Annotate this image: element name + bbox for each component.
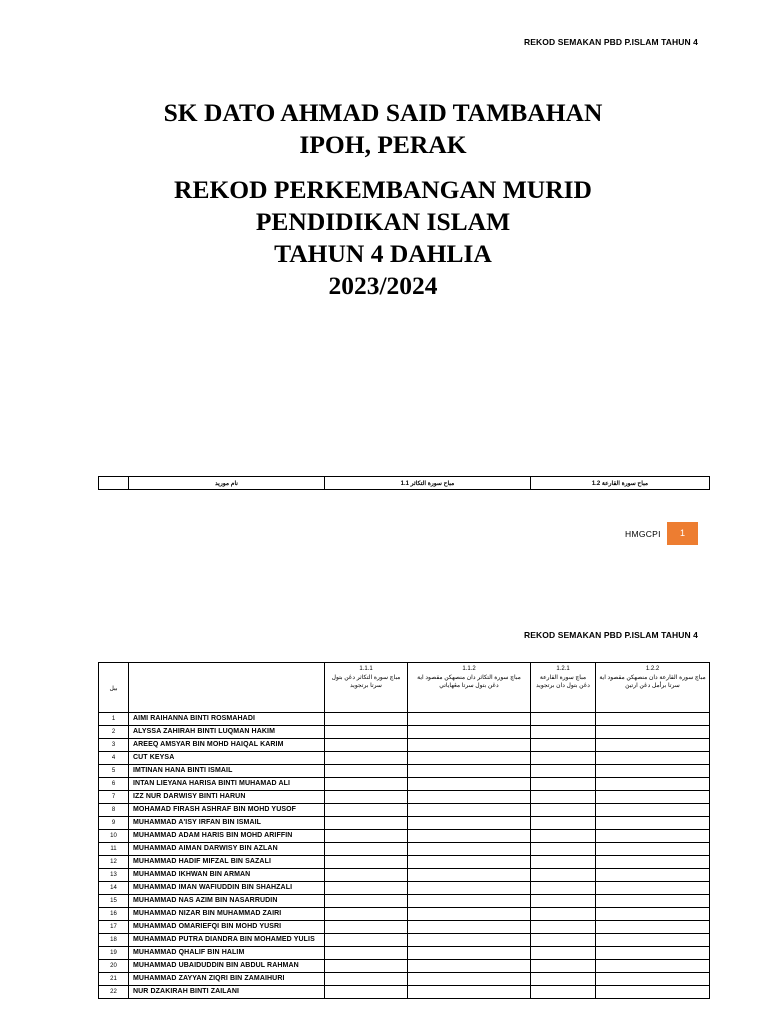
row-number: 2 [99,726,129,739]
assessment-cell[interactable] [408,726,531,739]
column-code: 1.2.2 [645,666,660,672]
row-number: 8 [99,804,129,817]
table-row [99,817,710,830]
student-name: MUHAMMAD UBAIDUDDIN BIN ABDUL RAHMAN [129,960,325,973]
assessment-cell[interactable] [408,960,531,973]
assessment-cell[interactable] [531,765,596,778]
column-code: 1.1.1 [359,666,373,672]
row-number: 1 [99,713,129,726]
assessment-cell[interactable] [531,986,596,999]
student-name: MUHAMMAD AIMAN DARWISY BIN AZLAN [129,843,325,856]
page-number-badge: 1 [667,522,698,545]
assessment-cell[interactable] [531,960,596,973]
assessment-cell[interactable] [325,765,408,778]
column-description: مباچ سورة القارعة دان منصهكن مقصود اية سرتا برأمل دڠن ارتيڽ [599,675,706,689]
assessment-cell[interactable] [408,921,531,934]
header-bil: بيل [99,663,129,713]
student-name: MUHAMMAD QHALIF BIN HALIM [129,947,325,960]
school-name: SK DATO AHMAD SAID TAMBAHAN [163,98,603,127]
student-name: ALYSSA ZAHIRAH BINTI LUQMAN HAKIM [129,726,325,739]
assessment-cell[interactable] [531,869,596,882]
table-row [99,986,710,999]
row-number: 5 [99,765,129,778]
assessment-cell[interactable] [325,882,408,895]
summary-col-1-1: مباح سورة التكاثر 1.1 [325,477,531,490]
table-row [99,843,710,856]
row-number: 6 [99,778,129,791]
row-number: 15 [99,895,129,908]
assessment-cell[interactable] [596,869,710,882]
record-subject: PENDIDIKAN ISLAM [255,207,511,236]
row-number: 7 [99,791,129,804]
assessment-cell[interactable] [596,973,710,986]
header-col-1-2-2 [596,663,710,713]
record-year: 2023/2024 [328,271,438,300]
assessment-cell[interactable] [596,726,710,739]
row-number: 4 [99,752,129,765]
student-name: AREEQ AMSYAR BIN MOHD HAIQAL KARIM [129,739,325,752]
student-name: MUHAMMAD OMARIEFQI BIN MOHD YUSRI [129,921,325,934]
student-name: MUHAMMAD A'ISY IRFAN BIN ISMAIL [129,817,325,830]
table-row [99,960,710,973]
assessment-cell[interactable] [408,986,531,999]
table-row [99,739,710,752]
row-number: 21 [99,973,129,986]
student-name: INTAN LIEYANA HARISA BINTI MUHAMAD ALI [129,778,325,791]
record-class: TAHUN 4 DAHLIA [274,239,492,268]
assessment-cell[interactable] [596,947,710,960]
assessment-cell[interactable] [531,817,596,830]
assessment-cell[interactable] [596,843,710,856]
assessment-cell[interactable] [408,895,531,908]
row-number: 16 [99,908,129,921]
row-number: 14 [99,882,129,895]
assessment-cell[interactable] [408,778,531,791]
table-row [99,869,710,882]
assessment-cell[interactable] [596,752,710,765]
assessment-cell[interactable] [325,843,408,856]
assessment-cell[interactable] [596,739,710,752]
assessment-cell[interactable] [408,856,531,869]
header-col-1-1-2 [408,663,531,713]
assessment-cell[interactable] [531,778,596,791]
assessment-cell[interactable] [531,752,596,765]
assessment-cell[interactable] [596,856,710,869]
assessment-cell[interactable] [596,960,710,973]
row-number: 18 [99,934,129,947]
table-row [99,882,710,895]
student-rows [99,713,710,999]
row-number: 19 [99,947,129,960]
assessment-cell[interactable] [531,882,596,895]
assessment-cell[interactable] [325,869,408,882]
assessment-cell[interactable] [531,843,596,856]
assessment-cell[interactable] [325,895,408,908]
assessment-cell[interactable] [596,934,710,947]
assessment-cell[interactable] [408,817,531,830]
student-name: MUHAMMAD PUTRA DIANDRA BIN MOHAMED YULIS [129,934,325,947]
assessment-cell[interactable] [325,973,408,986]
assessment-cell[interactable] [596,908,710,921]
assessment-cell[interactable] [531,856,596,869]
summary-col-nama: نام موريد [129,477,325,490]
assessment-cell[interactable] [325,752,408,765]
assessment-cell[interactable] [325,804,408,817]
row-number: 10 [99,830,129,843]
assessment-cell[interactable] [596,713,710,726]
assessment-cell[interactable] [408,973,531,986]
assessment-cell[interactable] [531,908,596,921]
row-number: 11 [99,843,129,856]
assessment-cell[interactable] [596,895,710,908]
assessment-cell[interactable] [408,752,531,765]
header-col-1-1-1 [325,663,408,713]
assessment-cell[interactable] [325,830,408,843]
assessment-cell[interactable] [325,817,408,830]
assessment-cell[interactable] [325,856,408,869]
row-number: 13 [99,869,129,882]
assessment-cell[interactable] [408,882,531,895]
student-name: IMTINAN HANA BINTI ISMAIL [129,765,325,778]
assessment-cell[interactable] [325,986,408,999]
row-number: 3 [99,739,129,752]
assessment-cell[interactable] [596,804,710,817]
table-row [99,726,710,739]
assessment-cell[interactable] [408,869,531,882]
assessment-cell[interactable] [531,726,596,739]
assessment-cell[interactable] [531,973,596,986]
table-row [99,908,710,921]
school-location: IPOH, PERAK [299,130,467,159]
table-row [99,895,710,908]
table-row [99,934,710,947]
row-number: 17 [99,921,129,934]
record-title-line: REKOD PERKEMBANGAN MURID [174,175,592,204]
student-name: MUHAMMAD IMAN WAFIUDDIN BIN SHAHZALI [129,882,325,895]
page-header: REKOD SEMAKAN PBD P.ISLAM TAHUN 4 [524,37,698,47]
student-table [98,662,710,999]
assessment-cell[interactable] [531,713,596,726]
table-row [99,973,710,986]
assessment-cell[interactable] [531,934,596,947]
assessment-cell[interactable] [596,791,710,804]
assessment-cell[interactable] [531,804,596,817]
assessment-cell[interactable] [408,908,531,921]
student-name: MOHAMAD FIRASH ASHRAF BIN MOHD YUSOF [129,804,325,817]
student-name: MUHAMMAD NAS AZIM BIN NASARRUDIN [129,895,325,908]
student-name: MUHAMMAD ZAYYAN ZIQRI BIN ZAMAIHURI [129,973,325,986]
assessment-cell[interactable] [408,934,531,947]
assessment-cell[interactable] [531,921,596,934]
student-name: IZZ NUR DARWISY BINTI HARUN [129,791,325,804]
assessment-cell[interactable] [596,778,710,791]
column-description: مباچ سورة القارعة دڠن بتول دان برتجويد [536,675,590,689]
footer-code: HMGCPI [625,529,661,539]
row-number: 9 [99,817,129,830]
assessment-cell[interactable] [596,882,710,895]
table-row [99,752,710,765]
table-row [99,713,710,726]
assessment-cell[interactable] [408,804,531,817]
table-row [99,947,710,960]
table-row [99,778,710,791]
assessment-cell[interactable] [531,830,596,843]
assessment-cell[interactable] [596,817,710,830]
record-title [0,174,766,302]
table-row [99,921,710,934]
student-name: MUHAMMAD HADIF MIFZAL BIN SAZALI [129,856,325,869]
student-name: MUHAMMAD ADAM HARIS BIN MOHD ARIFFIN [129,830,325,843]
assessment-cell[interactable] [408,765,531,778]
assessment-cell[interactable] [596,830,710,843]
table-row [99,765,710,778]
assessment-cell[interactable] [531,947,596,960]
column-code: 1.1.2 [462,666,476,672]
header-col-1-2-1 [531,663,596,713]
assessment-cell[interactable] [325,934,408,947]
summary-cell-empty [99,477,129,490]
assessment-cell[interactable] [325,778,408,791]
assessment-cell[interactable] [325,960,408,973]
assessment-cell[interactable] [325,739,408,752]
table-row [99,791,710,804]
assessment-cell[interactable] [325,713,408,726]
student-name: MUHAMMAD NIZAR BIN MUHAMMAD ZAIRI [129,908,325,921]
assessment-cell[interactable] [596,921,710,934]
assessment-cell[interactable] [325,947,408,960]
assessment-cell[interactable] [325,791,408,804]
assessment-cell[interactable] [325,908,408,921]
assessment-cell[interactable] [596,765,710,778]
row-number: 20 [99,960,129,973]
assessment-cell[interactable] [408,843,531,856]
table-row [99,856,710,869]
assessment-cell[interactable] [325,921,408,934]
assessment-cell[interactable] [408,713,531,726]
assessment-cell[interactable] [325,726,408,739]
row-number: 22 [99,986,129,999]
student-name: AIMI RAIHANNA BINTI ROSMAHADI [129,713,325,726]
column-description: مباچ سورة التكاثر دڠن بتول سرتا برتجويد [331,675,401,689]
student-name: NUR DZAKIRAH BINTI ZAILANI [129,986,325,999]
column-code: 1.2.1 [556,666,570,672]
table-row [99,830,710,843]
row-number: 12 [99,856,129,869]
student-name: MUHAMMAD IKHWAN BIN ARMAN [129,869,325,882]
student-name: CUT KEYSA [129,752,325,765]
assessment-cell[interactable] [408,739,531,752]
assessment-cell[interactable] [408,947,531,960]
table-row [99,804,710,817]
school-title [0,97,766,161]
assessment-cell[interactable] [531,895,596,908]
assessment-cell[interactable] [531,791,596,804]
assessment-cell[interactable] [408,830,531,843]
column-description: مباچ سورة التكاثر دان منصهكن مقصود اية دڠن بتول سرتا مڠهاياتي [417,675,521,689]
page-header: REKOD SEMAKAN PBD P.ISLAM TAHUN 4 [524,630,698,640]
assessment-cell[interactable] [531,739,596,752]
summary-col-1-2: مباح سورة القارعة 1.2 [531,477,710,490]
assessment-cell[interactable] [408,791,531,804]
summary-table [98,476,710,490]
header-name [129,663,325,713]
assessment-cell[interactable] [596,986,710,999]
